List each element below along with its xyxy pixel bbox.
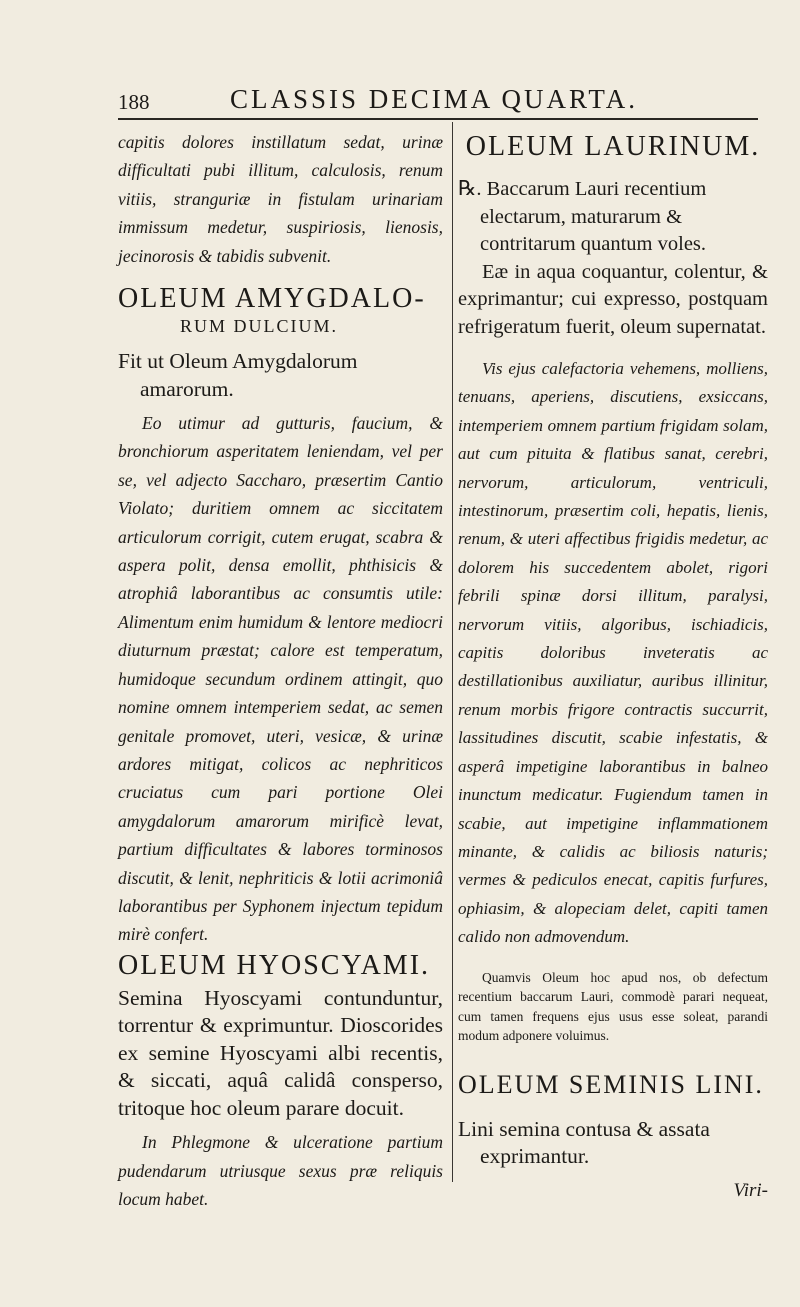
- page-number: 188: [118, 90, 150, 114]
- recipe-text: Lini semina contusa & assata exprimantur.: [458, 1116, 710, 1169]
- page-header: [118, 80, 758, 120]
- usage-text: Vis ejus calefactoria vehemens, molliens, tenuans, aperiens, discutiens, exsiccans, intemperiem omnem partium frigidam solam, aut cum pituita & flatibus sanat, cerebri, nervorum, articulorum, ventriculi, intestinorum, præsertim coli, hepatis, lienis, renum, & uteri affectibus frigidis medetur, ac dolorem his succedentem abolet, rigori febrili spinæ dorsi illitum, paralysi, nervorum vitiis, algoribus, ischiadicis, capitis doloribus inveteratis ac destillationibus auxiliatur, auribus illinitur, renum morbis frigore contractis succurrit, lassitudines discutit, scabie infestatis, & asperâ impetigine laborantibus in balneo inunctum medicatur. Fugiendum tamen in scabie, aut impetigine inflammationem minante, & calidis ac biliosis naturis; vermes & pediculos enecat, capitis furfures, ophiasim, & alopeciam delet, capiti tamen calido non admovendum.: [458, 359, 768, 947]
- recipe-text: ℞. Baccarum Lauri recentium electarum, maturarum & contritarum quantum voles.: [458, 178, 707, 255]
- recipe-text: Eæ in aqua coquantur, colentur, & exprimantur; cui expresso, postquam refrigeratum fuerit, oleum supernatat.: [458, 260, 768, 338]
- section-title: OLEUM HYOSCYAMI.: [118, 949, 431, 981]
- usage-text: Eo utimur ad gutturis, faucium, & bronchiorum asperitatem leniendam, vel per se, vel adjecto Saccharo, præsertim Cantio Violato; duritiem omnem ac siccitatem articulorum corrigit, cutem erugat, scabra & aspera polit, densa emollit, phthisicis & atrophiâ laborantibus ac consumtis utile: Alimentum enim humidum & lentore mediocri diuturnum præstat; calore est temperatum, humidoque secundum ordinem attingit, quo nomine omnem intemperiem sedat, ac semen genitale promovet, uteri, vesicæ, & urinæ ardores mitigat, colicos ac nephriticos cruciatus cum pari portione Olei amygdalorum amarorum mirificè levat, partium difficultates & labores torminosos discutit, & lenit, nephriticis & lotii acrimoniâ laborantibus per Syphonem injectum tepidum mirè confert.: [118, 413, 443, 945]
- usage-text: In Phlegmone & ulceratione partium pudendarum utriusque sexus præ reliquis locum habet.: [118, 1132, 443, 1210]
- catchword: Viri-: [733, 1179, 768, 1201]
- right-column: [458, 128, 768, 1205]
- section-title-continuation: RUM DULCIUM.: [180, 316, 339, 337]
- section-title: OLEUM SEMINIS LINI.: [458, 1069, 764, 1099]
- section-title: OLEUM LAURINUM.: [465, 131, 761, 162]
- running-title: CLASSIS DECIMA QUARTA.: [230, 84, 639, 114]
- left-column: [118, 128, 443, 1213]
- continuation-text: capitis dolores instillatum sedat, urinæ difficultati pubi illitum, calculosis, renum vitiis, stranguriæ in fistulam urinariam immissum medetur, suspiriosis, lienosis, jecinorosis & tabidis subvenit.: [118, 132, 443, 266]
- header-rule: [118, 118, 758, 120]
- column-divider: [452, 122, 453, 1182]
- recipe-text: Semina Hyoscyami contunduntur, torrentur & exprimuntur. Dioscorides ex semine Hyoscyami albi recentis, & siccati, aquâ calidâ consperso, tritoque hoc oleum parare docuit.: [118, 985, 443, 1120]
- section-title: OLEUM AMYGDALO-: [118, 283, 426, 315]
- note-text: Quamvis Oleum hoc apud nos, ob defectum recentium baccarum Lauri, commodè parari nequeat, cum tamen frequens ejus usus esse soleat, parandi modum adponere voluimus.: [458, 969, 768, 1044]
- recipe-text: Fit ut Oleum Amygdalorum amarorum.: [118, 349, 358, 401]
